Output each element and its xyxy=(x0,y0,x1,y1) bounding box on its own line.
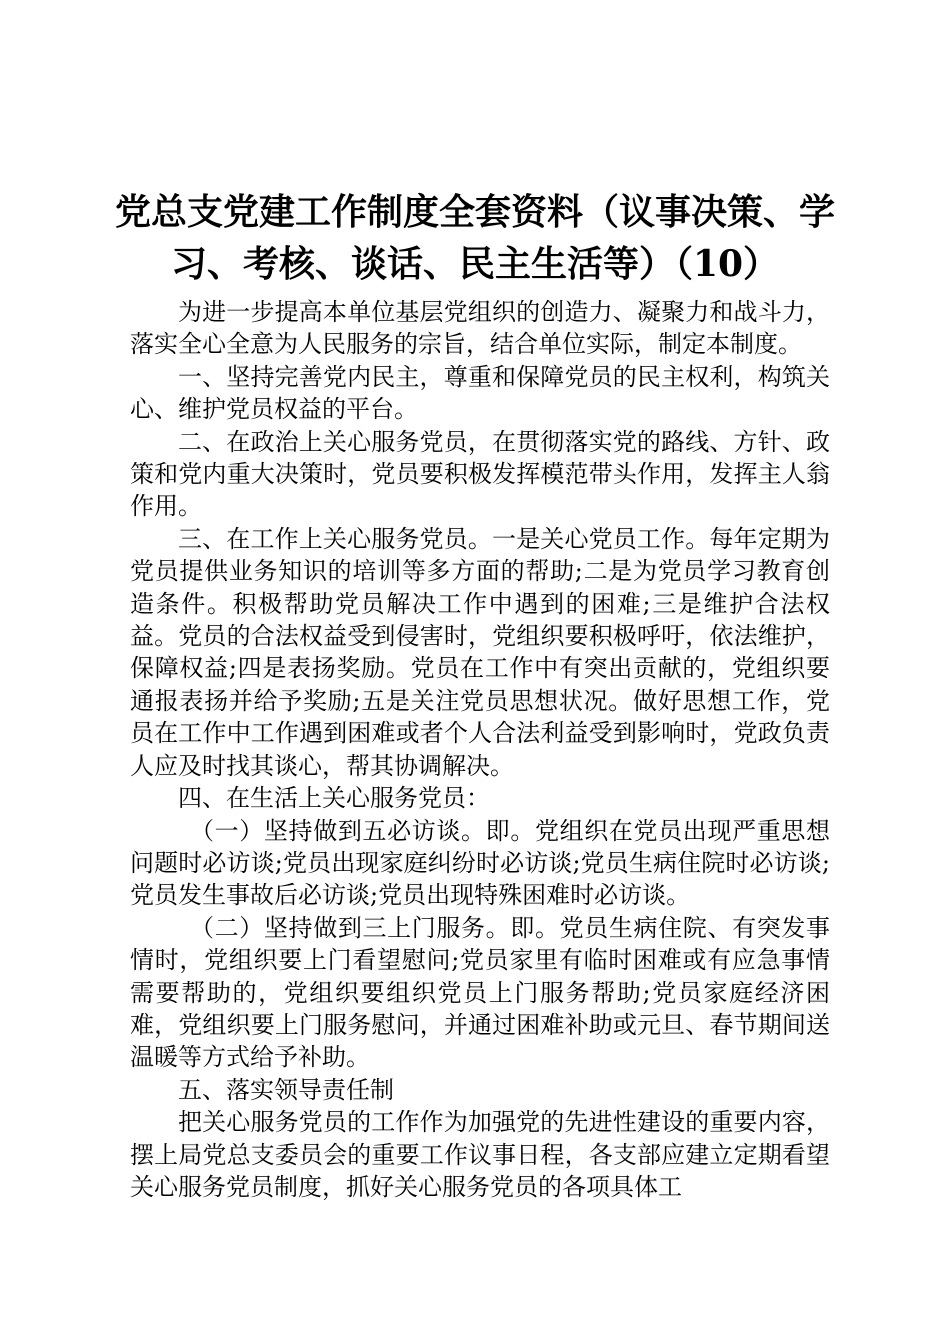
paragraph-item-3: 三、在工作上关心服务党员。一是关心党员工作。每年定期为党员提供业务知识的培训等多方面的帮助;二是为党员学习教育创造条件。积极帮助党员解决工作中遇到的困难;三是维护合法权益。党员的合法权益受到侵害时，党组织要积极呼吁，依法维护，保障权益;四是表扬奖励。党员在工作中有突出贡献的，党组织要通报表扬并给予奖励;五是关注党员思想状况。做好思想工作，党员在工作中工作遇到困难或者个人合法利益受到影响时，党政负责人应及时找其谈心，帮其协调解决。 xyxy=(130,524,830,780)
paragraph-item-5: 五、落实领导责任制 xyxy=(178,1075,394,1104)
paragraph-intro: 为进一步提高本单位基层党组织的创造力、凝聚力和战斗力，落实全心全意为人民服务的宗旨，结合单位实际，制定本制度。 xyxy=(130,298,830,359)
document-title-line-2: 习、考核、谈话、民主生活等）（10） xyxy=(170,243,780,285)
document-title-line-1: 党总支党建工作制度全套资料（议事决策、学 xyxy=(114,191,835,233)
paragraph-item-4: 四、在生活上关心服务党员： xyxy=(178,784,490,813)
paragraph-item-4-sub-1: （一）坚持做到五必访谈。即。党组织在党员出现严重思想问题时必访谈;党员出现家庭纠纷时必访谈;党员生病住院时必访谈;党员发生事故后必访谈;党员出现特殊困难时必访谈。 xyxy=(130,816,830,910)
document-body xyxy=(130,296,830,1203)
paragraph-item-2: 二、在政治上关心服务党员，在贯彻落实党的路线、方针、政策和党内重大决策时，党员要积极发挥模范带头作用，发挥主人翁作用。 xyxy=(130,427,830,521)
paragraph-item-1: 一、坚持完善党内民主，尊重和保障党员的民主权利，构筑关心、维护党员权益的平台。 xyxy=(130,362,830,424)
paragraph-item-4-sub-2: （二）坚持做到三上门服务。即。党员生病住院、有突发事情时，党组织要上门看望慰问;党员家里有临时困难或有应急事情需要帮助的，党组织要组织党员上门服务帮助;党员家庭经济困难，党组织要上门服务慰问，并通过困难补助或元旦、春节期间送温暖等方式给予补助。 xyxy=(130,913,830,1072)
paragraph-item-5-body: 把关心服务党员的工作作为加强党的先进性建设的重要内容，摆上局党总支委员会的重要工作议事日程，各支部应建立定期看望关心服务党员制度，抓好关心服务党员的各项具体工 xyxy=(130,1108,830,1201)
